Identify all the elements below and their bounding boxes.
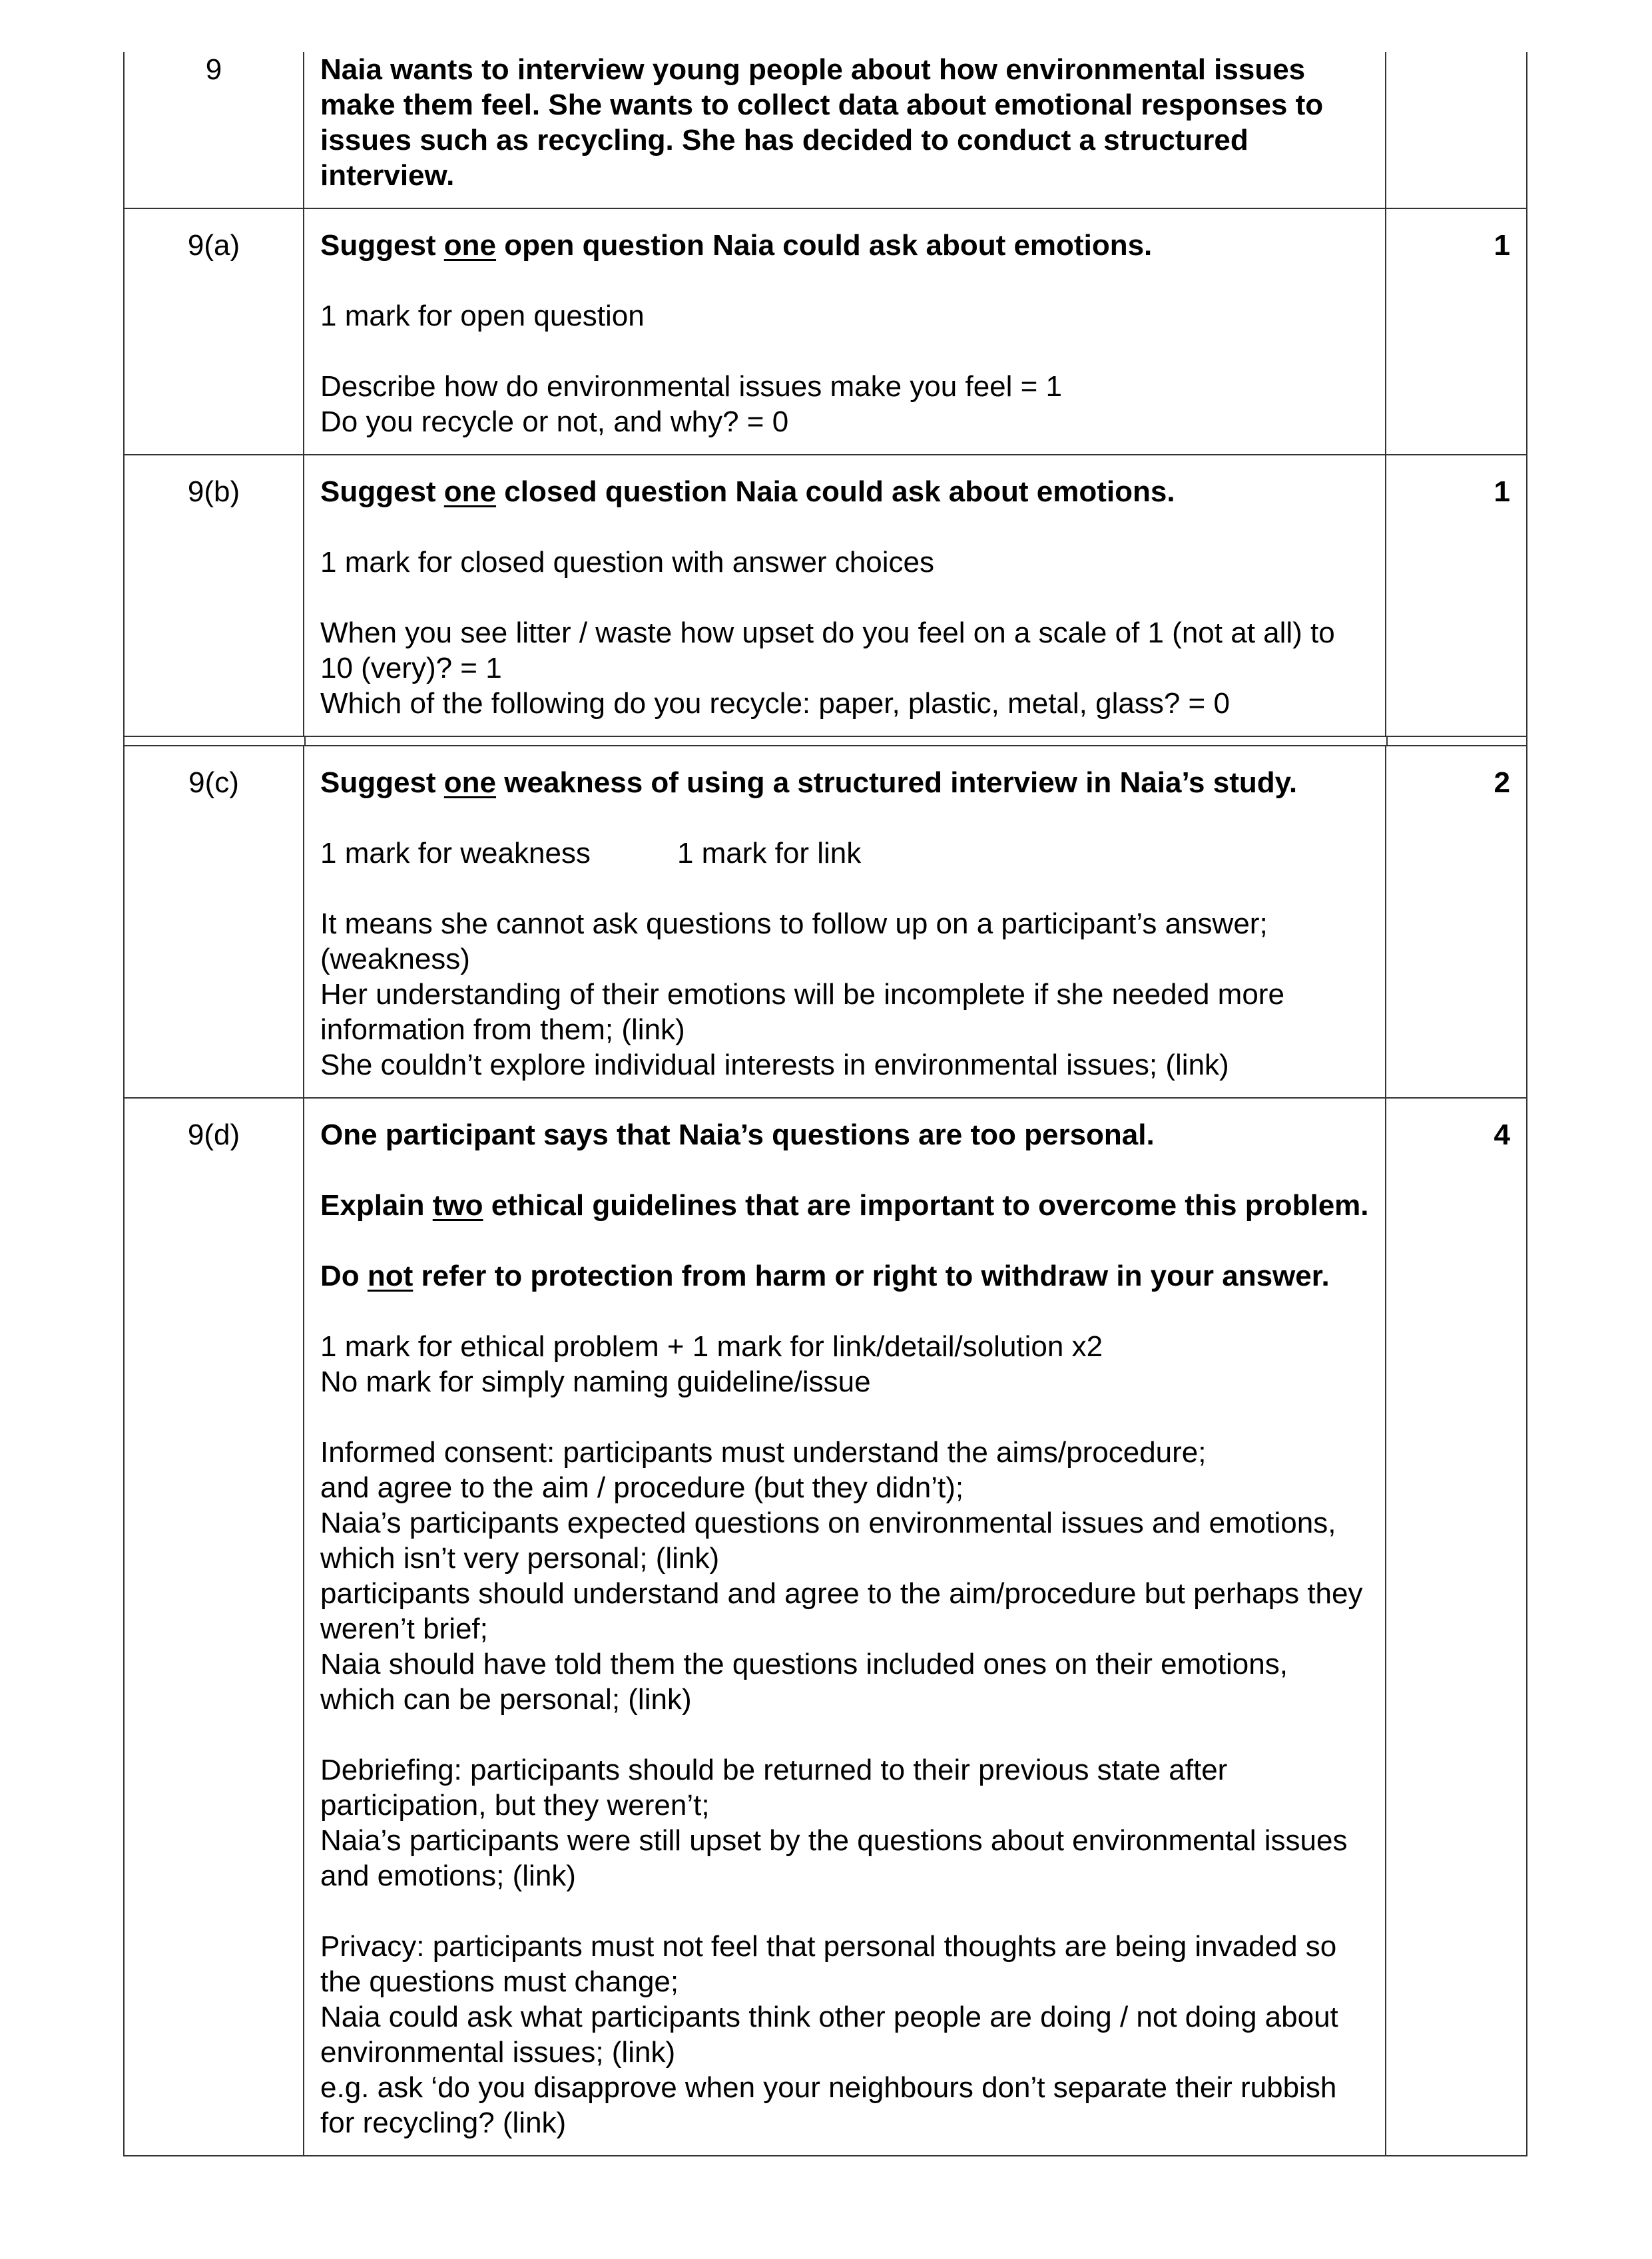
question-number: 9(d) — [123, 1099, 304, 2155]
question-stem — [304, 52, 1386, 208]
answer-line: She couldn’t explore individual interests in environmental issues; (link) — [320, 1049, 1229, 1081]
answer-line: Debriefing: participants should be returned to their previous state after participation, but they weren’t; — [320, 1754, 1228, 1822]
stem-text: Naia wants to interview young people about how environmental issues make them feel. She wants to collect data about emotional responses to issues such as recycling. She has decided to conduct a structured interview. — [320, 53, 1324, 192]
answer-line: When you see litter / waste how upset do you feel on a scale of 1 (not at all) to 10 (very)? = 1 — [320, 617, 1335, 684]
row-9 — [123, 52, 1527, 209]
marks-cell: 1 — [1386, 455, 1527, 736]
q-post: open question Naia could ask about emotions. — [496, 229, 1153, 262]
question-number: 9(b) — [123, 455, 304, 736]
q-pre: Suggest — [320, 475, 444, 508]
question-text: One participant says that Naia’s questions are too personal. — [320, 1119, 1155, 1151]
scheme-weakness: 1 mark for weakness — [320, 837, 591, 870]
scheme-text: 1 mark for ethical problem + 1 mark for link/detail/solution x2 — [320, 1330, 1103, 1363]
answer-line: Naia’s participants expected questions on environmental issues and emotions, which isn’t very personal; (link) — [320, 1507, 1336, 1575]
row-9d — [123, 1099, 1527, 2156]
double-rule — [123, 737, 1527, 746]
question-text — [320, 1258, 1369, 1294]
scheme-text: 1 mark for closed question with answer choices — [320, 546, 934, 579]
question-body — [304, 746, 1386, 1097]
q-underline: not — [367, 1260, 413, 1292]
mark-scheme-table — [123, 52, 1527, 2156]
question-body — [304, 209, 1386, 454]
answer-line: Privacy: participants must not feel that personal thoughts are being invaded so the questions must change; — [320, 1930, 1337, 1998]
answer-line: Naia’s participants were still upset by the questions about environmental issues and emotions; (link) — [320, 1824, 1348, 1892]
question-number: 9(c) — [123, 746, 304, 1097]
scheme-text: No mark for simply naming guideline/issue — [320, 1366, 871, 1398]
answer-line: Her understanding of their emotions will be incomplete if she needed more information from them; (link) — [320, 978, 1284, 1046]
row-9b — [123, 455, 1527, 737]
answer-line: participants should understand and agree to the aim/procedure but perhaps they weren’t brief; — [320, 1577, 1363, 1645]
answer-line: Describe how do environmental issues make you feel = 1 — [320, 370, 1063, 403]
scheme-text — [320, 836, 1369, 871]
answer-line: and agree to the aim / procedure (but they didn’t); — [320, 1471, 964, 1504]
q-underline: two — [432, 1189, 483, 1222]
question-number: 9 — [123, 52, 304, 208]
answer-line: Informed consent: participants must understand the aims/procedure; — [320, 1436, 1207, 1469]
marks-cell: 1 — [1386, 209, 1527, 454]
q-post: ethical guidelines that are important to overcome this problem. — [483, 1189, 1369, 1222]
question-body — [304, 455, 1386, 736]
q-underline: one — [443, 475, 497, 508]
row-9a — [123, 209, 1527, 455]
question-number: 9(a) — [123, 209, 304, 454]
question-text — [320, 228, 1369, 263]
q-post: closed question Naia could ask about emotions. — [496, 475, 1175, 508]
answer-line: Which of the following do you recycle: paper, plastic, metal, glass? = 0 — [320, 687, 1230, 720]
q-pre: Explain — [320, 1189, 433, 1222]
q-pre: Suggest — [320, 766, 444, 799]
q-post: weakness of using a structured interview in Naia’s study. — [496, 766, 1298, 799]
answer-line: Naia could ask what participants think other people are doing / not doing about environmental issues; (link) — [320, 2001, 1338, 2069]
answer-line: Do you recycle or not, and why? = 0 — [320, 405, 789, 438]
q-underline: one — [443, 229, 497, 262]
question-text — [320, 765, 1369, 800]
question-text — [320, 1188, 1369, 1223]
question-body — [304, 1099, 1386, 2155]
scheme-text: 1 mark for open question — [320, 300, 645, 332]
scheme-link: 1 mark for link — [677, 837, 862, 870]
marks-cell: 4 — [1386, 1099, 1527, 2155]
marks-cell: 2 — [1386, 746, 1527, 1097]
q-post: refer to protection from harm or right to withdraw in your answer. — [413, 1260, 1330, 1292]
q-underline: one — [443, 766, 497, 799]
question-text — [320, 474, 1369, 509]
row-9c — [123, 746, 1527, 1099]
answer-line: It means she cannot ask questions to follow up on a participant’s answer; (weakness) — [320, 907, 1268, 975]
q-pre: Do — [320, 1260, 368, 1292]
answer-line: e.g. ask ‘do you disapprove when your neighbours don’t separate their rubbish for recycling? (link) — [320, 2071, 1337, 2139]
q-pre: Suggest — [320, 229, 444, 262]
marks-cell — [1386, 52, 1527, 208]
answer-line: Naia should have told them the questions included ones on their emotions, which can be personal; (link) — [320, 1648, 1288, 1716]
